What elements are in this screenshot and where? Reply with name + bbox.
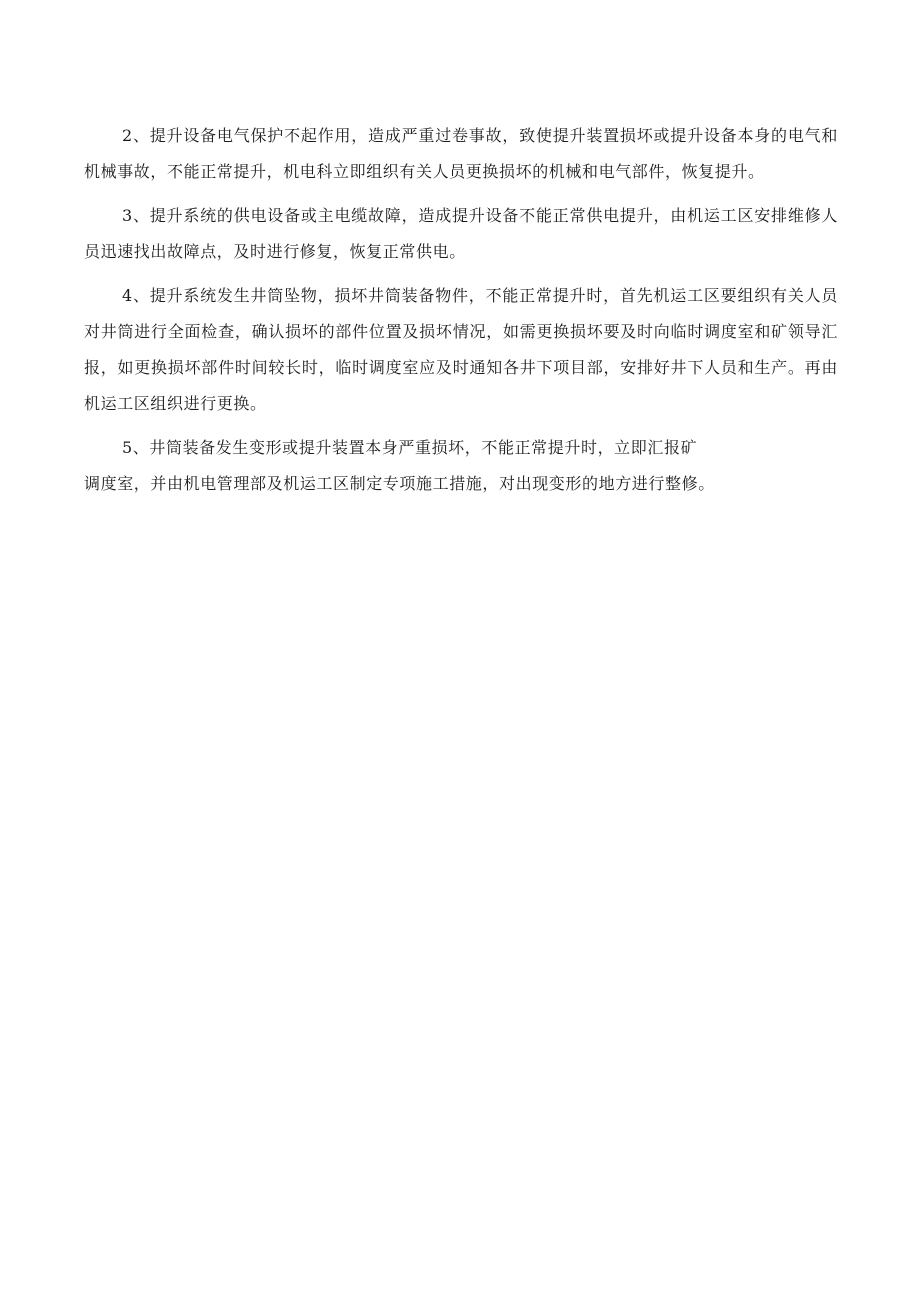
paragraph-item-5-line-2: 调度室，并由机电管理部及机运工区制定专项施工措施，对出现变形的地方进行整修。 [84,474,715,493]
paragraph-item-2: 2、提升设备电气保护不起作用，造成严重过卷事故，致使提升装置损坏或提升设备本身的电气和机械事故，不能正常提升，机电科立即组织有关人员更换损坏的机械和电气部件，恢复提升。 [84,126,838,181]
paragraph-item-5-line-1: 5、井筒装备发生变形或提升装置本身严重损坏，不能正常提升时，立即汇报矿 [122,438,698,457]
paragraph-item-3: 3、提升系统的供电设备或主电缆故障，造成提升设备不能正常供电提升，由机运工区安排维修人员迅速找出故障点，及时进行修复，恢复正常供电。 [84,206,838,261]
document-body [84,118,838,510]
paragraph-item-5 [84,430,838,502]
paragraph-item-4: 4、提升系统发生井筒坠物，损坏井筒装备物件，不能正常提升时，首先机运工区要组织有关人员对井筒进行全面检查，确认损坏的部件位置及损坏情况，如需更换损坏要及时向临时调度室和矿领导汇报，如更换损坏部件时间较长时，临时调度室应及时通知各井下项目部，安排好井下人员和生产。再由机运工区组织进行更换。 [84,286,838,413]
